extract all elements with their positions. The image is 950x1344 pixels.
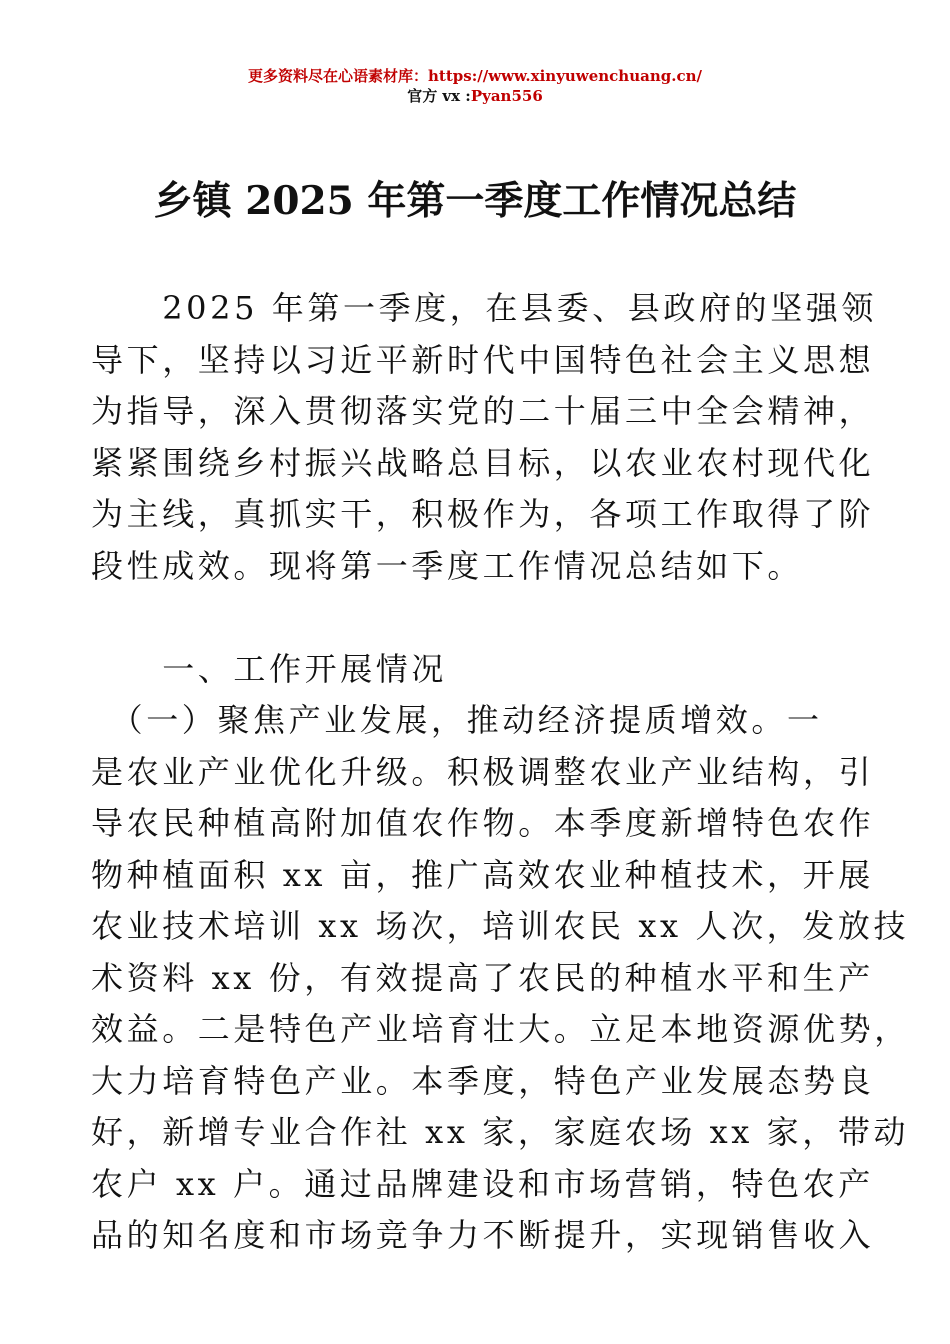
header-contact-line [0,86,950,106]
section-line: 农户 xx 户。通过品牌建设和市场营销，特色农产 [91,1164,874,1203]
header-contact-prefix: 官方 vx : [407,87,471,105]
section-line: 效益。二是特色产业培育壮大。立足本地资源优势， [91,1010,910,1048]
section-line: 术资料 xx 份，有效提高了农民的种植水平和生产 [91,958,874,997]
intro-line: 为指导，深入贯彻落实党的二十届三中全会精神， [91,392,875,430]
intro-line: 紧紧围绕乡村振兴战略总目标，以农业农村现代化 [91,443,875,482]
document-title: 乡镇 2025 年第一季度工作情况总结 [153,178,797,224]
intro-line: 导下，坚持以习近平新时代中国特色社会主义思想 [91,340,875,379]
section-line: 农业技术培训 xx 场次，培训农民 xx 人次，发放技 [91,907,910,945]
header-banner [0,66,950,106]
intro-line: 段性成效。现将第一季度工作情况总结如下。 [91,546,804,585]
section-line: （一）聚焦产业发展，推动经济提质增效。一 [91,701,823,739]
header-contact-id: Pyan556 [470,87,543,105]
section-line: 物种植面积 xx 亩，推广高效农业种植技术，开展 [91,855,874,894]
section-line: 导农民种植高附加值农作物。本季度新增特色农作 [91,804,875,842]
section-line: 是农业产业优化升级。积极调整农业产业结构，引 [91,752,875,791]
header-link-line[interactable]: 更多资料尽在心语素材库：https://www.xinyuwenchuang.cn/ [248,67,702,85]
paragraph-gap [91,592,877,644]
section-line: 好，新增专业合作社 xx 家，家庭农场 xx 家，带动 [91,1113,910,1151]
section-line: 品的知名度和市场竞争力不断提升，实现销售收入 [91,1216,875,1254]
section-heading: 一、工作开展情况 [91,649,448,688]
section-line: 大力培育特色产业。本季度，特色产业发展态势良 [91,1061,875,1100]
intro-line: 2025 年第一季度，在县委、县政府的坚强领 [91,289,878,327]
document-body [91,283,910,1262]
intro-line: 为主线，真抓实干，积极作为，各项工作取得了阶 [91,495,875,533]
